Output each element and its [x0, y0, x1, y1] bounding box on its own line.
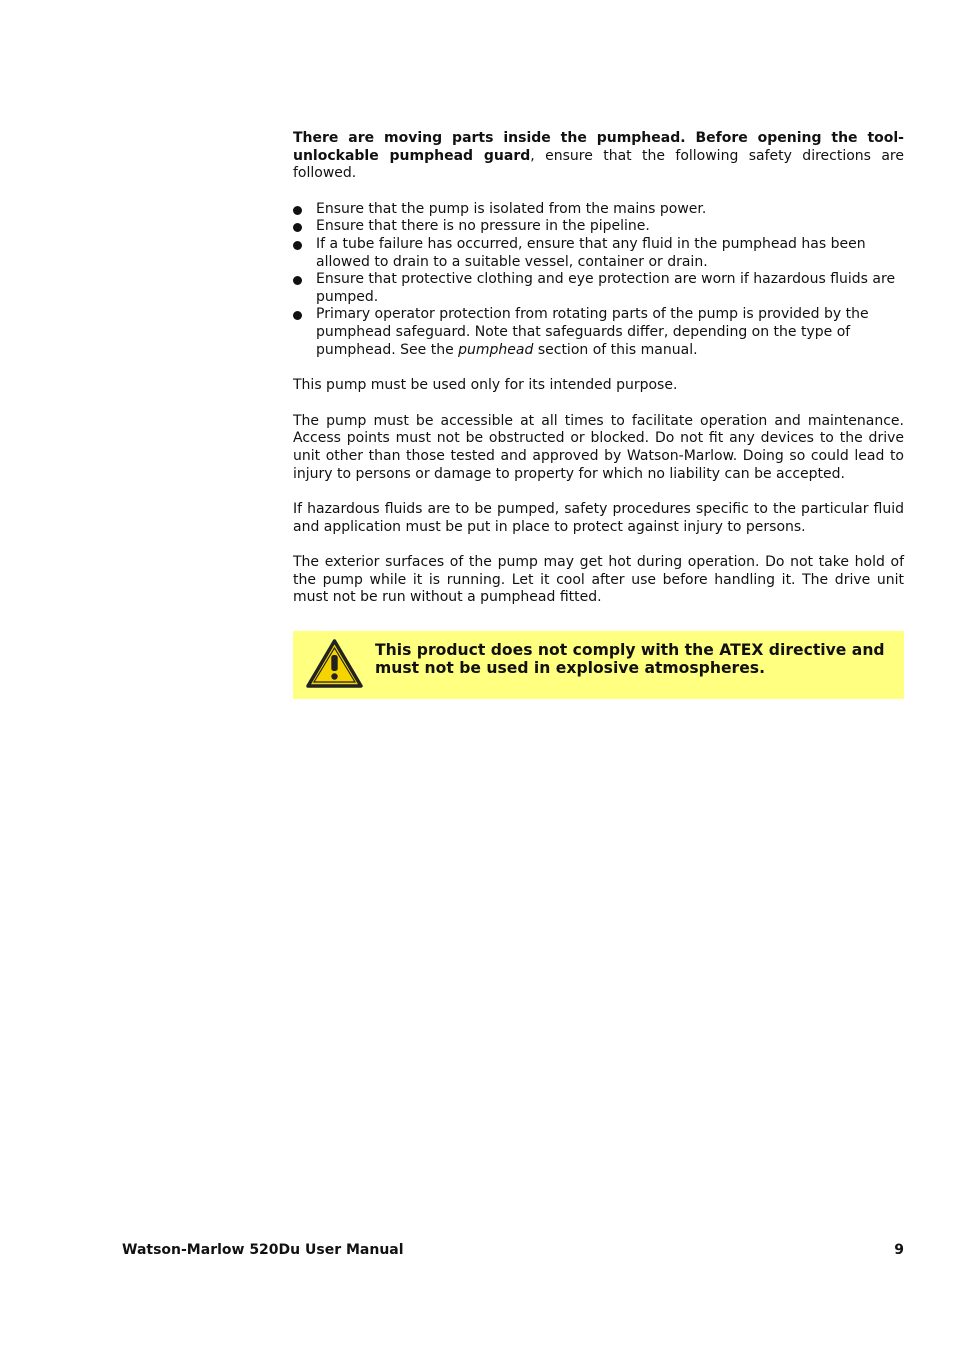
list-item: Primary operator protection from rotating parts of the pump is provided by the pumphead safeguard. Note that safeguards differ, depending on the type of pumphead. See the pumphead section of this manual. — [293, 306, 904, 359]
hazard-paragraph: If hazardous fluids are to be pumped, safety procedures specific to the particular fluid and application must be put in place to protect against injury to persons. — [293, 501, 904, 535]
list-item: Ensure that the pump is isolated from the mains power. — [293, 201, 904, 219]
warning-text: This product does not comply with the ATEX directive and must not be used in explosive atmospheres. — [375, 641, 885, 677]
list-item: If a tube failure has occurred, ensure that any fluid in the pumphead has been allowed to drain to a suitable vessel, container or drain. — [293, 236, 904, 271]
list-item: Ensure that there is no pressure in the pipeline. — [293, 218, 904, 236]
intro-paragraph — [293, 130, 904, 183]
warning-triangle-icon — [306, 639, 363, 689]
hot-surface-paragraph: The exterior surfaces of the pump may get hot during operation. Do not take hold of the pump while it is running. Let it cool after use before handling it. The drive unit must not be run without a pumphead fitted. — [293, 554, 904, 606]
page-number: 9 — [894, 1242, 904, 1258]
safety-list — [293, 201, 904, 359]
bullet-icon — [293, 223, 302, 232]
bullet-icon — [293, 276, 302, 285]
bullet-icon — [293, 206, 302, 215]
manual-title: Watson-Marlow 520Du User Manual — [122, 1242, 404, 1258]
purpose-paragraph: This pump must be used only for its intended purpose. — [293, 377, 678, 394]
main-content — [293, 130, 904, 625]
access-paragraph: The pump must be accessible at all times to facilitate operation and maintenance. Access points must not be obstructed or blocked. Do not fit any devices to the drive unit other than those tested and approved by Watson-Marlow. Doing so could lead to injury to persons or damage to property for which no liability can be accepted. — [293, 412, 904, 482]
intro-rest: , ensure that the following safety directions are followed. — [293, 147, 904, 182]
atex-warning-box — [293, 631, 904, 699]
bullet-icon — [293, 311, 302, 320]
intro-bold: There are moving parts inside the pumphead. Before opening the tool-unlockable pumphead guard — [293, 130, 904, 164]
list-item: Ensure that protective clothing and eye protection are worn if hazardous fluids are pumped. — [293, 271, 904, 306]
bullet-icon — [293, 241, 302, 250]
